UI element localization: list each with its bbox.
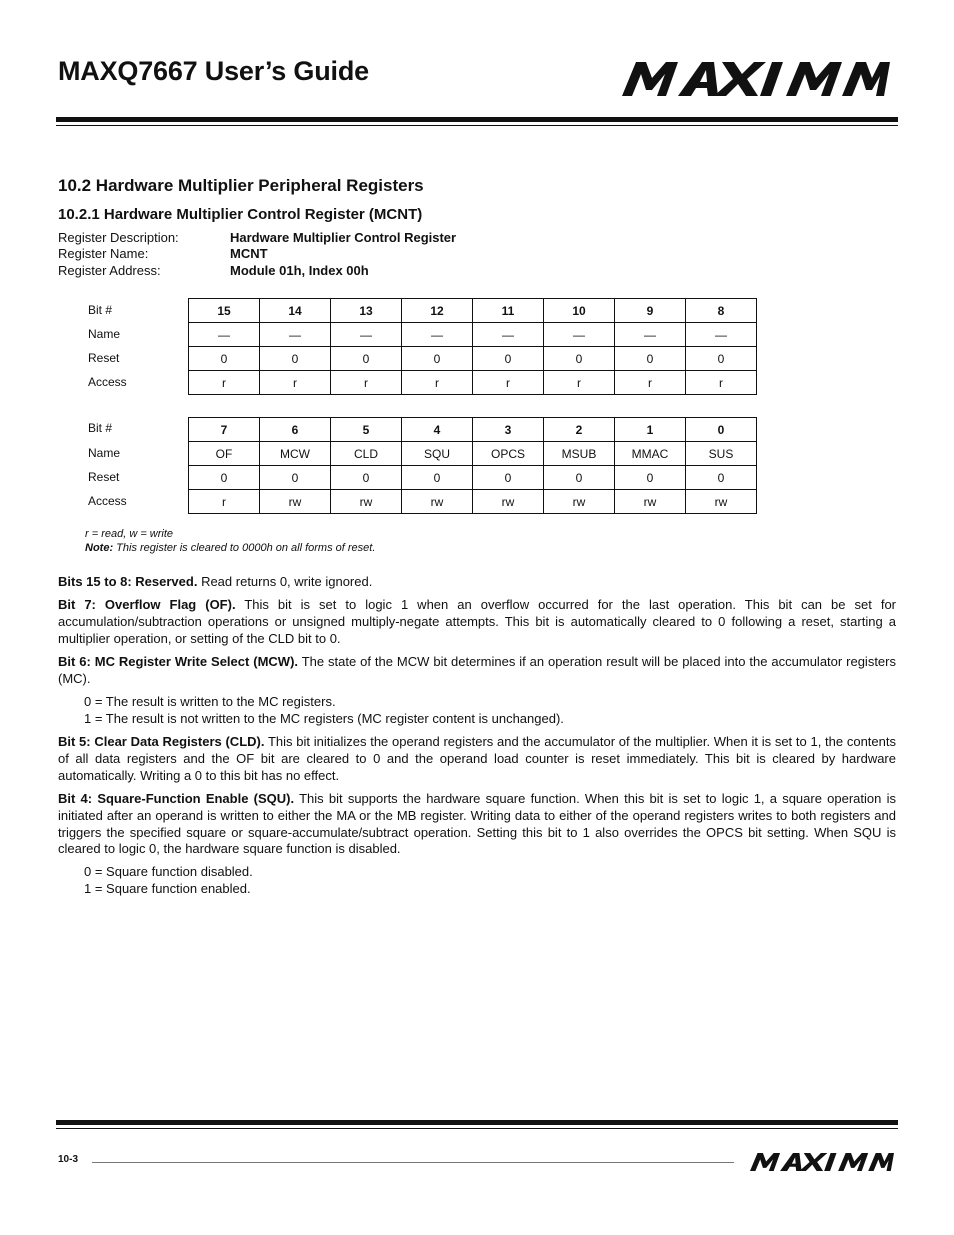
row-label-access: Access [88, 375, 127, 389]
reset-cell: 0 [544, 347, 615, 371]
register-table-lower [188, 417, 757, 514]
note-label: Note: [85, 542, 114, 554]
bit-cell: 2 [544, 418, 615, 442]
name-cell: OF [189, 442, 260, 466]
name-cell: — [686, 323, 757, 347]
section-heading: 10.2 Hardware Multiplier Peripheral Registers [58, 176, 424, 195]
reset-cell: 0 [189, 466, 260, 490]
meta-label: Register Description: [58, 230, 179, 245]
reset-cell: 0 [260, 347, 331, 371]
bit-cell: 9 [615, 299, 686, 323]
footer-rule-thin [56, 1128, 898, 1129]
desc-text: This bit is set to logic 1 when an overflow occurred for the last operation. This bit can be set for accumulation/subtraction operations or unsigned multiply-negate attempts. This bit is automatically cleared to 0 following a reset, starting a multiplier operation, or setting of the CLD bit to 0. [58, 597, 896, 646]
access-cell: r [544, 371, 615, 395]
option-item: 0 = Square function disabled. [84, 864, 253, 879]
footer-rule-thick [56, 1120, 898, 1125]
header-rule-thin [56, 125, 898, 126]
desc-bit-7 [58, 597, 896, 647]
row-label-name: Name [88, 446, 121, 460]
row-label-access: Access [88, 494, 127, 508]
row-label-bit: Bit # [88, 303, 113, 317]
name-cell: — [402, 323, 473, 347]
name-cell: OPCS [473, 442, 544, 466]
row-label-reset: Reset [88, 351, 120, 365]
note-text: This register is cleared to 0000h on all forms of reset. [113, 542, 376, 554]
option-item: 1 = Square function enabled. [84, 881, 251, 896]
meta-value: MCNT [230, 246, 268, 261]
desc-bit-4 [58, 791, 896, 858]
reset-cell: 0 [686, 466, 757, 490]
name-cell: CLD [331, 442, 402, 466]
bit-cell: 5 [331, 418, 402, 442]
access-cell: r [402, 371, 473, 395]
option-item: 0 = The result is written to the MC registers. [84, 694, 336, 709]
desc-text: This bit supports the hardware square function. When this bit is set to logic 1, a square operation is initiated after an operand is written to either the MA or the MB register. Writing data to either of the operand registers writes to both registers and triggers the specified square or square-accumulate/subtract operation. Setting this bit to 1 also overrides the OPCS bit setting. When SQU is cleared to logic 0, the hardware square function is disabled. [58, 791, 896, 857]
name-cell: — [544, 323, 615, 347]
page-number: 10-3 [58, 1154, 79, 1165]
reset-cell: 0 [260, 466, 331, 490]
meta-label: Register Address: [58, 263, 161, 278]
bit-cell: 12 [402, 299, 473, 323]
desc-title: Bit 5: Clear Data Registers (CLD). [58, 734, 265, 749]
maxim-logo-footer [750, 1153, 894, 1171]
reset-cell: 0 [686, 347, 757, 371]
maxim-logo [622, 62, 890, 96]
desc-title: Bits 15 to 8: Reserved. [58, 574, 198, 589]
name-cell: SQU [402, 442, 473, 466]
access-cell: r [189, 371, 260, 395]
desc-text: Read returns 0, write ignored. [197, 574, 373, 589]
access-cell: rw [615, 490, 686, 514]
desc-bits-15-8 [58, 574, 896, 591]
reset-cell: 0 [331, 466, 402, 490]
bit-cell: 4 [402, 418, 473, 442]
access-row [189, 490, 757, 514]
bit-cell: 15 [189, 299, 260, 323]
bit-cell: 14 [260, 299, 331, 323]
bit-cell: 8 [686, 299, 757, 323]
reset-note [85, 542, 375, 554]
reset-cell: 0 [544, 466, 615, 490]
reset-row [189, 347, 757, 371]
option-item: 1 = The result is not written to the MC registers (MC register content is unchanged). [84, 711, 564, 726]
bit-number-row [189, 418, 757, 442]
bit-number-row [189, 299, 757, 323]
reset-cell: 0 [473, 466, 544, 490]
desc-title: Bit 4: Square-Function Enable (SQU). [58, 791, 295, 806]
meta-value: Module 01h, Index 00h [230, 263, 369, 278]
name-cell: — [260, 323, 331, 347]
desc-bit-5 [58, 734, 896, 784]
header-rule-thick [56, 117, 898, 122]
name-cell: SUS [686, 442, 757, 466]
access-cell: r [260, 371, 331, 395]
name-row [189, 442, 757, 466]
document-title: MAXQ7667 User’s Guide [58, 56, 369, 86]
footer-divider [92, 1162, 734, 1163]
access-cell: rw [402, 490, 473, 514]
name-cell: — [615, 323, 686, 347]
row-label-bit: Bit # [88, 421, 113, 435]
access-row [189, 371, 757, 395]
access-cell: r [331, 371, 402, 395]
access-cell: rw [260, 490, 331, 514]
name-cell: MSUB [544, 442, 615, 466]
access-cell: r [189, 490, 260, 514]
reset-cell: 0 [402, 466, 473, 490]
desc-text: The state of the MCW bit determines if an operation result will be placed into the accumulator registers (MC). [58, 654, 896, 686]
reset-cell: 0 [189, 347, 260, 371]
reset-cell: 0 [331, 347, 402, 371]
name-cell: — [189, 323, 260, 347]
bit-cell: 11 [473, 299, 544, 323]
access-cell: r [473, 371, 544, 395]
access-legend: r = read, w = write [85, 528, 174, 540]
name-row [189, 323, 757, 347]
name-cell: MCW [260, 442, 331, 466]
name-cell: — [473, 323, 544, 347]
reset-row [189, 466, 757, 490]
access-cell: rw [544, 490, 615, 514]
access-cell: r [615, 371, 686, 395]
bit-cell: 0 [686, 418, 757, 442]
access-cell: rw [473, 490, 544, 514]
name-cell: — [331, 323, 402, 347]
bit-cell: 6 [260, 418, 331, 442]
subsection-heading: 10.2.1 Hardware Multiplier Control Register (MCNT) [58, 206, 423, 223]
reset-cell: 0 [615, 466, 686, 490]
name-cell: MMAC [615, 442, 686, 466]
access-cell: rw [331, 490, 402, 514]
bit-cell: 1 [615, 418, 686, 442]
bit-cell: 10 [544, 299, 615, 323]
row-label-name: Name [88, 327, 121, 341]
bit-cell: 7 [189, 418, 260, 442]
bit-cell: 3 [473, 418, 544, 442]
bit-cell: 13 [331, 299, 402, 323]
desc-text: This bit initializes the operand registers and the accumulator of the multiplier. When it is set to 1, the contents of all data registers and the OF bit are cleared to 0 and the operand load counter is reset immediately. This bit is cleared by hardware automatically. Writing a 0 to this bit has no effect. [58, 734, 896, 783]
meta-label: Register Name: [58, 246, 149, 261]
access-cell: rw [686, 490, 757, 514]
access-cell: r [686, 371, 757, 395]
reset-cell: 0 [473, 347, 544, 371]
desc-bit-6 [58, 654, 896, 688]
register-table-upper [188, 298, 757, 395]
desc-title: Bit 7: Overflow Flag (OF). [58, 597, 236, 612]
reset-cell: 0 [402, 347, 473, 371]
reset-cell: 0 [615, 347, 686, 371]
meta-value: Hardware Multiplier Control Register [230, 230, 457, 245]
row-label-reset: Reset [88, 470, 120, 484]
desc-title: Bit 6: MC Register Write Select (MCW). [58, 654, 299, 669]
